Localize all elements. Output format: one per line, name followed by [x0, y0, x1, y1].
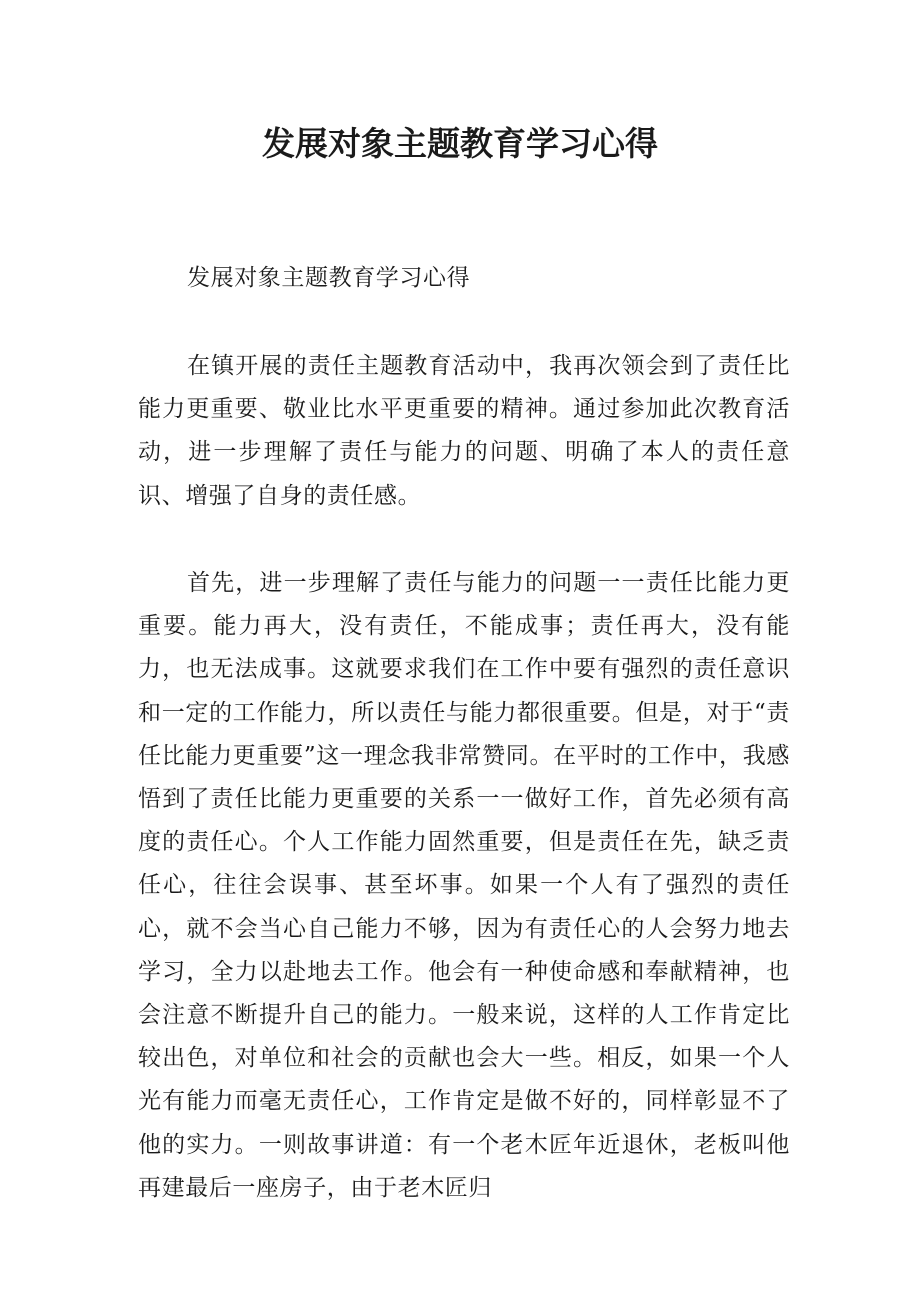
document-subtitle: 发展对象主题教育学习心得 — [187, 265, 471, 291]
document-title: 发展对象主题教育学习心得 — [262, 124, 658, 163]
paragraph-first-point: 首先，进一步理解了责任与能力的问题一一责任比能力更重要。能力再大，没有责任，不能成事；责任再大，没有能力，也无法成事。这就要求我们在工作中要有强烈的责任意识和一定的工作能力，所以责任与能力都很重要。但是，对于“责任比能力更重要”这一理念我非常赞同。在平时的工作中，我感悟到了责任比能力更重要的关系一一做好工作，首先必须有高度的责任心。个人工作能力固然重要，但是责任在先，缺乏责任心，往往会误事、甚至坏事。如果一个人有了强烈的责任心，就不会当心自己能力不够，因为有责任心的人会努力地去学习，全力以赴地去工作。他会有一种使命感和奉献精神，也会注意不断提升自己的能力。一般来说，这样的人工作肯定比较出色，对单位和社会的贡献也会大一些。相反，如果一个人光有能力而毫无责任心，工作肯定是做不好的，同样彰显不了他的实力。一则故事讲道：有一个老木匠年近退休，老板叫他再建最后一座房子，由于老木匠归 — [138, 570, 790, 1201]
paragraph-intro: 在镇开展的责任主题教育活动中，我再次领会到了责任比能力更重要、敬业比水平更重要的精神。通过参加此次教育活动，进一步理解了责任与能力的问题、明确了本人的责任意识、增强了自身的责任感。 — [138, 353, 790, 509]
